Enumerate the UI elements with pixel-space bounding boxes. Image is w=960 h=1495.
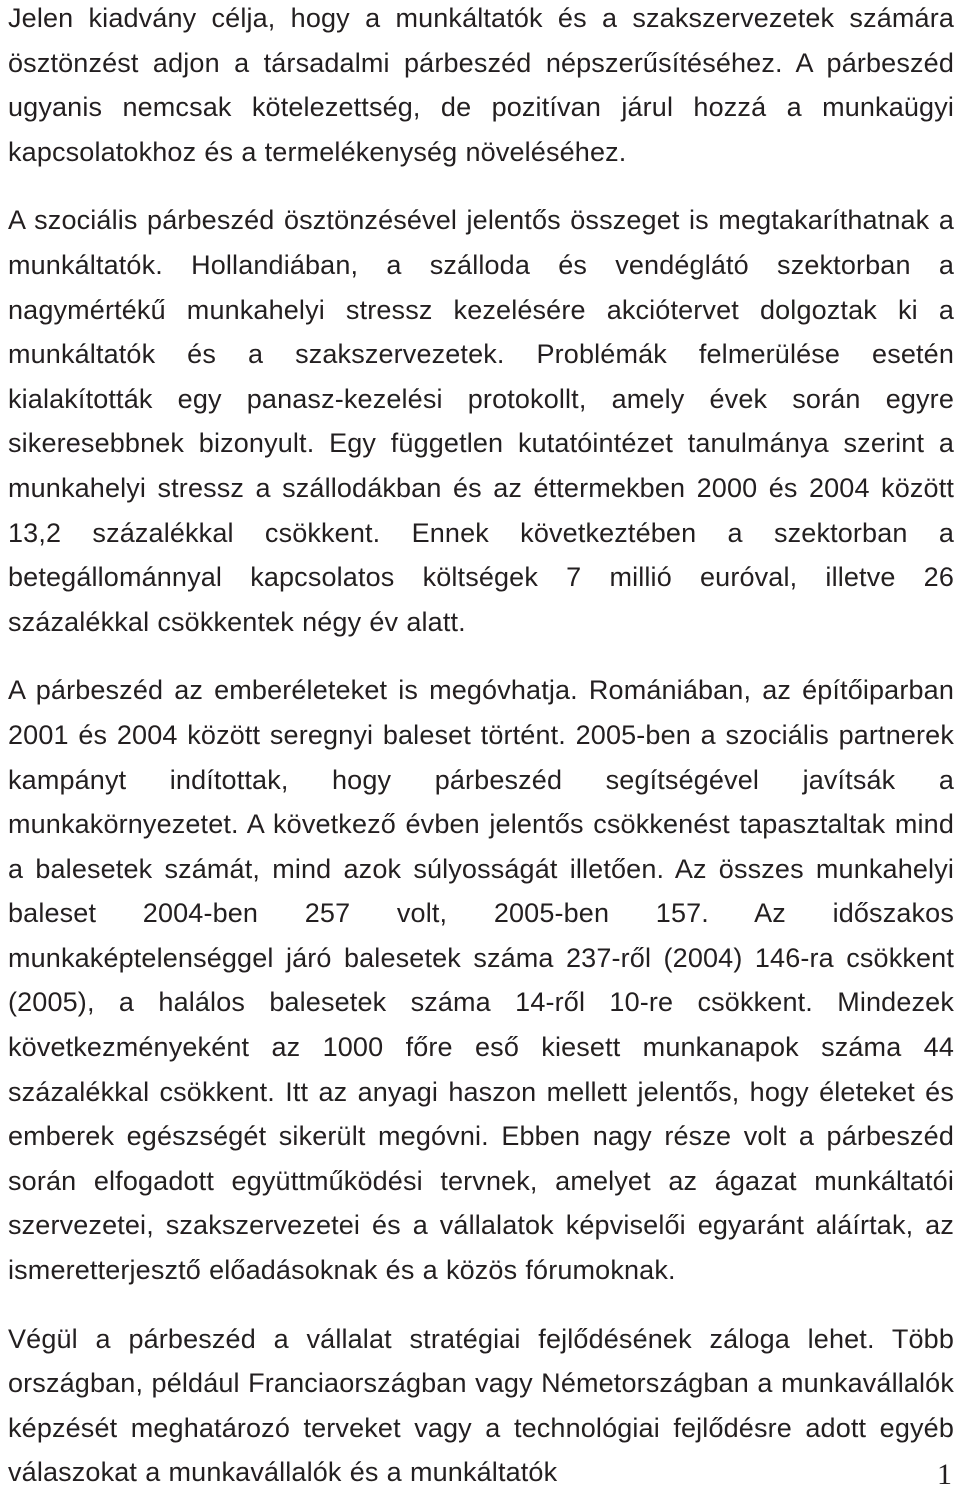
paragraph-intro: Jelen kiadvány célja, hogy a munkáltatók és a szakszervezetek számára ösztönzést adjon a társadalmi párbeszéd népszerűsítéséhez. A párbeszéd ugyanis nemcsak kötelezettség, de pozitívan járul hozzá a munkaügyi kapcsolatokhoz és a termelékenység növeléséhez. [8, 3, 954, 167]
document-page [8, 0, 954, 1495]
paragraph-netherlands-example: A szociális párbeszéd ösztönzésével jelentős összeget is megtakaríthatnak a munkáltatók. Hollandiában, a szálloda és vendéglátó szektorban a nagymértékű munkahelyi stressz kezelésére akciótervet dolgoztak ki a munkáltatók és a szakszervezetek. Problémák felmerülése esetén kialakították egy panasz-kezelési protokollt, amely évek során egyre sikeresebbnek bizonyult. Egy független kutatóintézet tanulmánya szerint a munkahelyi stressz a szállodákban és az éttermekben 2000 és 2004 között 13,2 százalékkal csökkent. Ennek következtében a szektorban a betegállománnyal kapcsolatos költségek 7 millió euróval, illetve 26 százalékkal csökkentek négy év alatt. [8, 205, 954, 637]
paragraph-strategic-development: Végül a párbeszéd a vállalat stratégiai fejlődésének záloga lehet. Több országban, például Franciaországban vagy Németországban a munkavállalók képzését meghatározó terveket vagy a technológiai fejlődésre adott egyéb válaszokat a munkavállalók és a munkáltatók [8, 1323, 954, 1488]
paragraph-romania-example: A párbeszéd az emberéleteket is megóvhatja. Romániában, az építőiparban 2001 és 2004 között seregnyi baleset történt. 2005-ben a szociális partnerek kampányt indítottak, hogy párbeszéd segítségével javítsák a munkakörnyezetet. A következő évben jelentős csökkenést tapasztaltak mind a balesetek számát, mind azok súlyosságát illetően. Az összes munkahelyi baleset 2004-ben 257 volt, 2005-ben 157. Az időszakos munkaképtelenséggel járó balesetek száma 237-ről (2004) 146-ra csökkent (2005), a halálos balesetek száma 14-ről 10-re csökkent. Mindezek következményeként az 1000 főre eső kiesett munkanapok száma 44 százalékkal csökkent. Itt az anyagi haszon mellett jelentős, hogy életeket és emberek egészségét sikerült megóvni. Ebben nagy része volt a párbeszéd során elfogadott együttműködési tervnek, amelyet az ágazat munkáltatói szervezetei, szakszervezetei és a vállalatok képviselői egyaránt aláírtak, az ismeretterjesztő előadásoknak és a közös fórumoknak. [8, 675, 954, 1286]
page-number: 1 [937, 1458, 952, 1491]
